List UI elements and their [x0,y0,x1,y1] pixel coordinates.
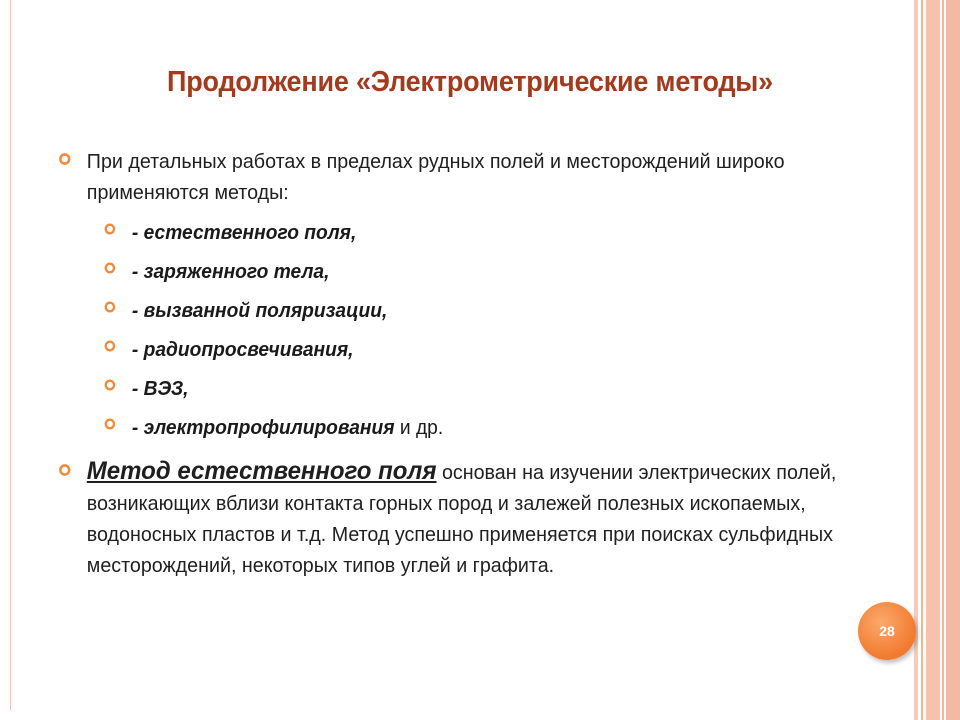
ring-bullet-icon [58,152,71,166]
method-label: - электропрофилирования [131,417,395,439]
intro-text: При детальных работах в пределах рудных полей и месторождений широко применяются методы: [86,150,785,204]
bullet-paragraph [58,456,884,581]
ring-bullet-icon [103,417,116,431]
method-label: - вызванной поляризации, [131,300,388,322]
slide-title: Продолжение «Электрометрические методы» [167,66,773,98]
ring-bullet-icon [103,261,116,275]
method-suffix: и др. [394,417,444,439]
method-item [58,258,826,286]
ring-bullet-icon [103,300,116,314]
method-item [58,375,826,403]
method-item [58,297,826,325]
method-label: - ВЭЗ, [131,378,189,400]
method-item [58,219,826,247]
paragraph-text: основан на изучении электрических полей, возникающих вблизи контакта горных пород и залежей полезных ископаемых, водоносных пластов и т.д. Метод успешно применяется при поисках сульфидных месторождений, некоторых типов углей и графита. [86,461,837,577]
method-label: - заряженного тела, [131,261,330,283]
ring-bullet-icon [103,339,116,353]
method-item [58,336,826,364]
bullet-intro [58,146,884,208]
method-label: - естественного поля, [131,222,357,244]
slide-content [58,146,858,581]
ring-bullet-icon [103,378,116,392]
page-number-badge: 28 [858,602,916,660]
method-item [58,414,826,442]
ring-bullet-icon [58,463,71,477]
ring-bullet-icon [103,222,116,236]
decorative-stripes [914,0,960,720]
method-label: - радиопросвечивания, [131,339,354,361]
paragraph-lead: Метод естественного поля [86,457,437,485]
